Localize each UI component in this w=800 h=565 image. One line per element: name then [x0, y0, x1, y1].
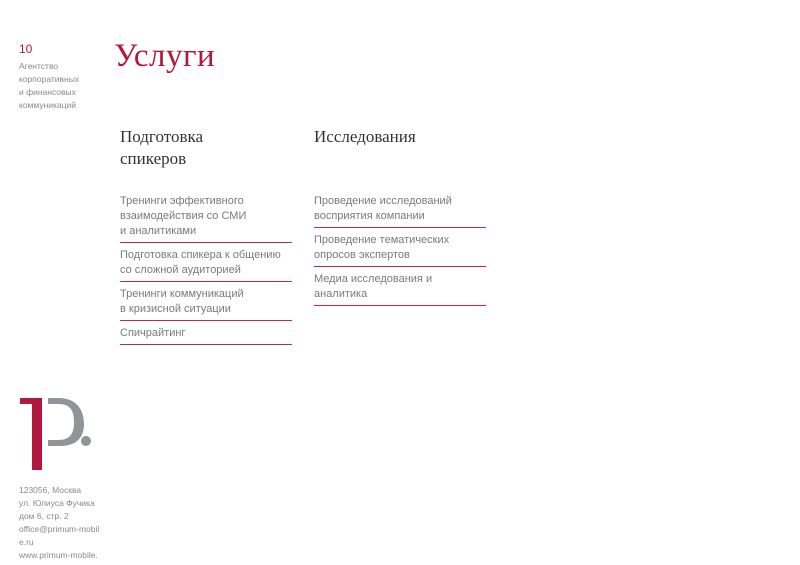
service-item: Подготовка спикера к общению со сложной аудиторией [120, 248, 292, 282]
service-item: Медиа исследования и аналитика [314, 272, 486, 306]
service-item: Тренинги эффективного взаимодействия со СМИ и аналитиками [120, 194, 292, 243]
page-number: 10 [19, 42, 33, 56]
services-column-speakers [120, 126, 295, 350]
services-column-research [314, 126, 489, 311]
contact-info: 123056, Москва ул. Юлиуса Фучика дом 6, стр. 2 office@primum-mobil e.ru www.primum-mobile. [19, 485, 100, 560]
logo-mark-icon [18, 394, 98, 474]
service-item: Проведение исследований восприятия компании [314, 194, 486, 228]
service-item: Тренинги коммуникаций в кризисной ситуации [120, 287, 292, 321]
agency-line: коммуникаций [19, 100, 77, 110]
service-item: Спичрайтинг [120, 326, 292, 345]
agency-line: Агентство [19, 61, 59, 71]
column-heading: Исследования [314, 127, 416, 146]
agency-line: и финансовых [19, 87, 76, 97]
column-heading: Подготовка спикеров [120, 127, 204, 168]
primum-logo [18, 394, 98, 474]
page-title: Услуги [114, 38, 216, 74]
agency-name [19, 60, 109, 112]
agency-line: корпоративных [19, 74, 80, 84]
service-item: Проведение тематических опросов экспертов [314, 233, 486, 267]
